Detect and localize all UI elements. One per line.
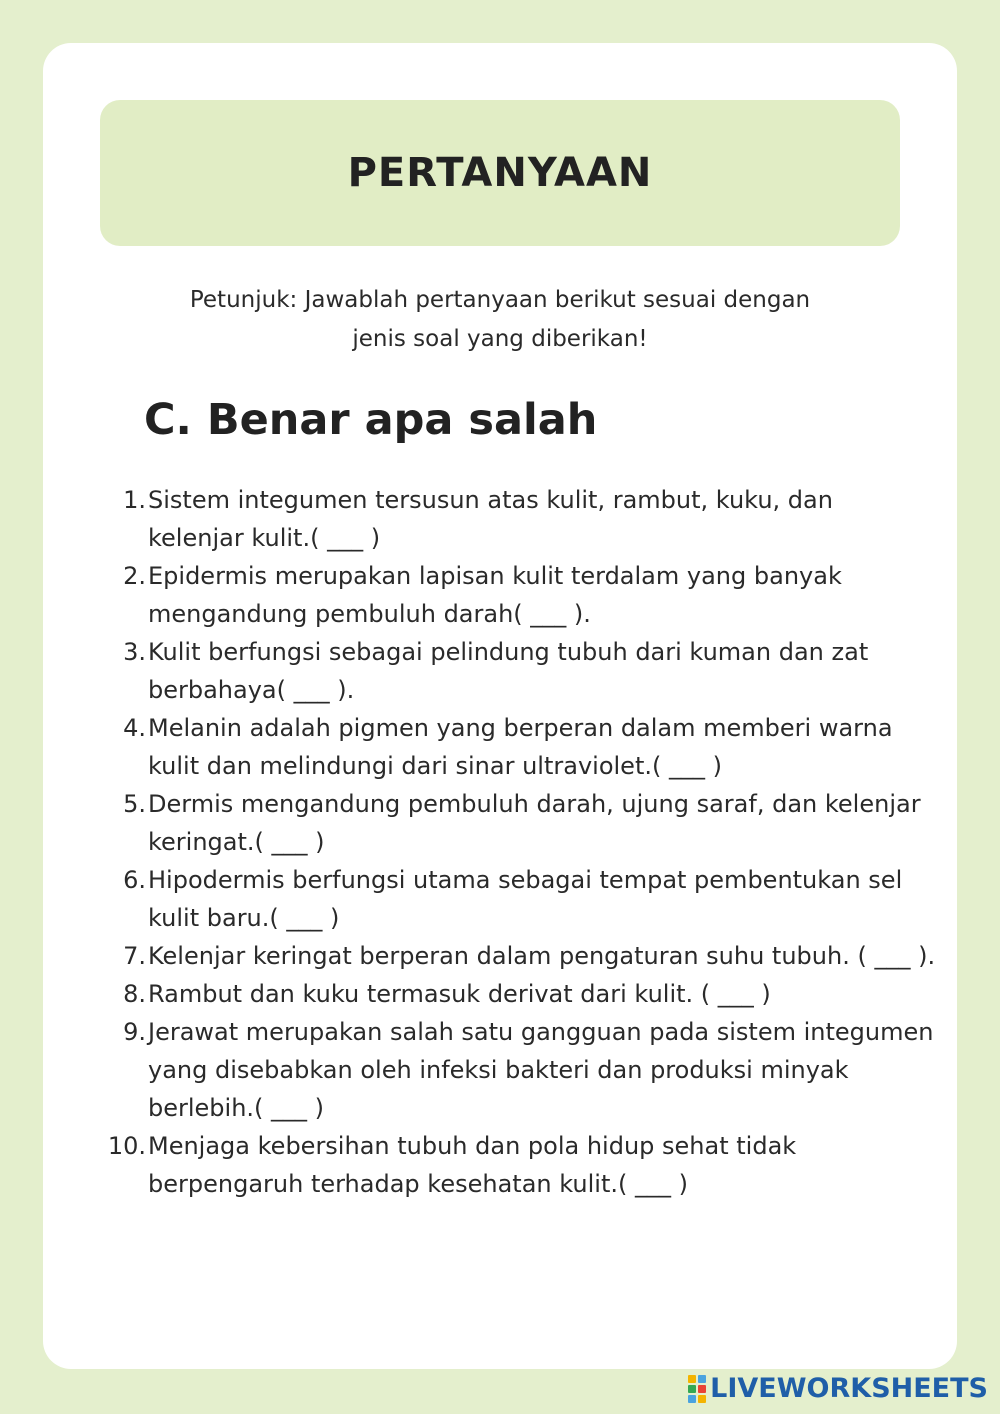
question-text: Kelenjar keringat berperan dalam pengaturan suhu tubuh. ( ___ ). <box>148 942 936 970</box>
instruction-line-2: jenis soal yang diberikan! <box>352 326 648 352</box>
question-item <box>86 861 936 937</box>
question-item <box>86 937 936 975</box>
question-item <box>86 481 936 557</box>
question-text: Menjaga kebersihan tubuh dan pola hidup sehat tidak berpengaruh terhadap kesehatan kulit.( ___ ) <box>148 1132 797 1198</box>
question-item <box>86 709 936 785</box>
instruction-line-1: Petunjuk: Jawablah pertanyaan berikut sesuai dengan <box>189 287 811 313</box>
question-item <box>86 633 936 709</box>
liveworksheets-watermark[interactable] <box>688 1373 988 1404</box>
section-heading: C. Benar apa salah <box>144 395 598 445</box>
question-number: 9. <box>123 1018 146 1046</box>
question-number: 2. <box>123 562 146 590</box>
liveworksheets-logo-icon <box>688 1375 706 1403</box>
question-number: 4. <box>123 714 146 742</box>
question-list <box>86 481 936 1203</box>
question-item <box>86 785 936 861</box>
title-banner <box>100 100 900 246</box>
question-text: Sistem integumen tersusun atas kulit, rambut, kuku, dan kelenjar kulit.( ___ ) <box>148 486 833 552</box>
question-number: 3. <box>123 638 146 666</box>
question-number: 5. <box>123 790 146 818</box>
watermark-text: LIVEWORKSHEETS <box>710 1373 988 1404</box>
question-text: Epidermis merupakan lapisan kulit terdalam yang banyak mengandung pembuluh darah( ___ ). <box>148 562 842 628</box>
question-text: Rambut dan kuku termasuk derivat dari kulit. ( ___ ) <box>148 980 771 1008</box>
question-number: 8. <box>123 980 146 1008</box>
question-item <box>86 975 936 1013</box>
question-number: 10. <box>107 1132 146 1160</box>
question-item <box>86 1127 936 1203</box>
question-text: Hipodermis berfungsi utama sebagai tempat pembentukan sel kulit baru.( ___ ) <box>148 866 903 932</box>
question-text: Jerawat merupakan salah satu gangguan pada sistem integumen yang disebabkan oleh infeksi bakteri dan produksi minyak berlebih.( ___ ) <box>148 1018 934 1122</box>
question-item <box>86 1013 936 1127</box>
page-title: PERTANYAAN <box>347 150 653 196</box>
question-number: 7. <box>123 942 146 970</box>
question-text: Melanin adalah pigmen yang berperan dalam memberi warna kulit dan melindungi dari sinar ultraviolet.( ___ ) <box>148 714 893 780</box>
question-text: Dermis mengandung pembuluh darah, ujung saraf, dan kelenjar keringat.( ___ ) <box>148 790 921 856</box>
worksheet-card <box>43 43 957 1369</box>
question-item <box>86 557 936 633</box>
question-number: 1. <box>123 486 146 514</box>
instruction-text <box>100 281 900 359</box>
question-text: Kulit berfungsi sebagai pelindung tubuh dari kuman dan zat berbahaya( ___ ). <box>148 638 869 704</box>
question-number: 6. <box>123 866 146 894</box>
